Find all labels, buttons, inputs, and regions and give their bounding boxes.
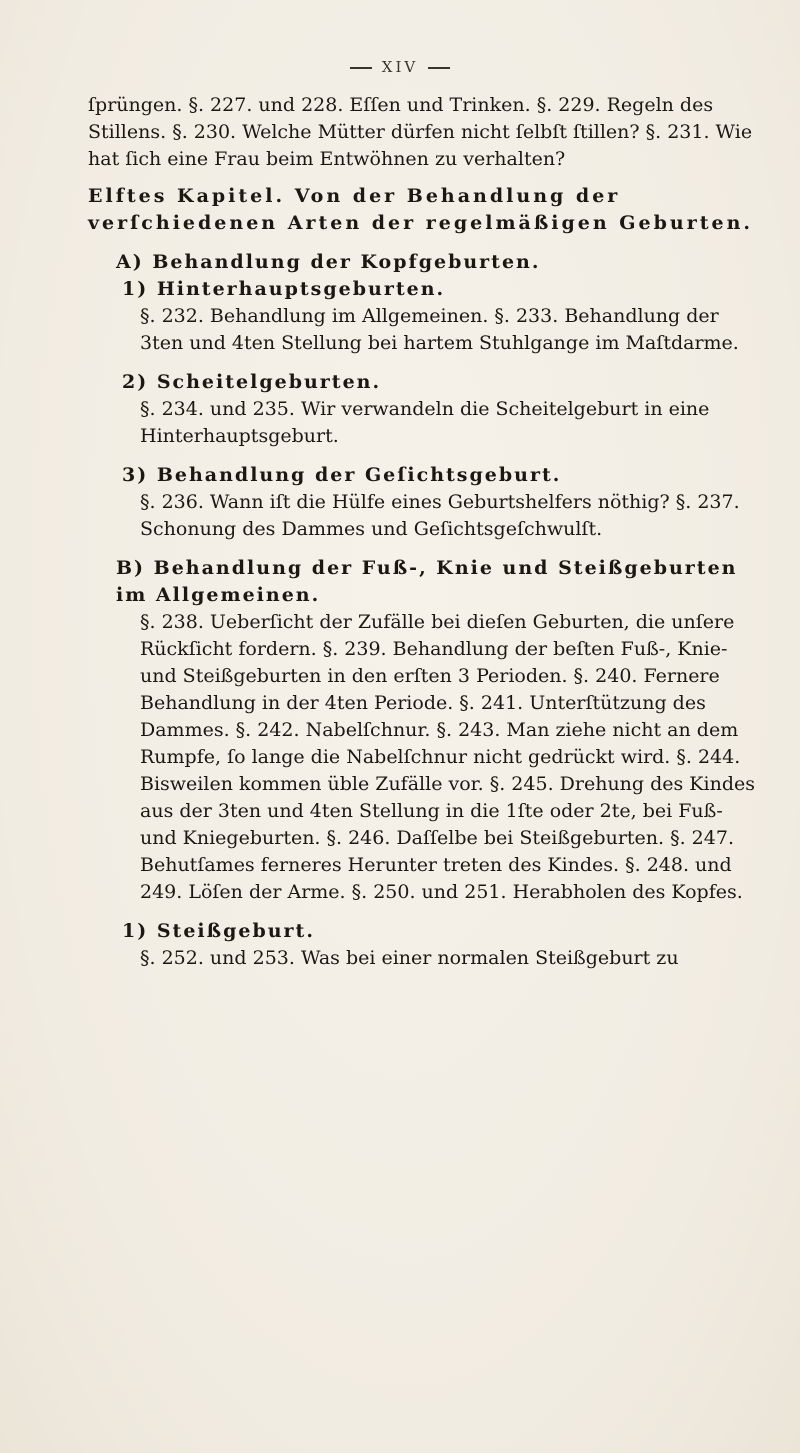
page-number — [0, 58, 800, 76]
ornament-dash-left — [350, 67, 372, 69]
paragraph-steiss: §. 252. und 253. Was bei einer normalen Steißgeburt zu — [140, 947, 679, 969]
paragraph-stillen: ſprüngen. §. 227. und 228. Eſſen und Trinken. §. 229. Regeln des Stillens. §. 230. Welche Mütter dürfen nicht ſelbſt ſtillen? §. 231. Wie hat ſich eine Frau beim Entwöhnen zu verhalten? — [88, 94, 753, 170]
chapter-heading: Elftes Kapitel. Von der Behandlung der verſchiedenen Arten der regelmäßigen Geburten. — [88, 185, 754, 234]
subsection-heading-steiss: 1) Steißgeburt. — [122, 920, 315, 942]
paragraph-scheitel: §. 234. und 235. Wir verwandeln die Scheitelgeburt in eine Hinterhauptsgeburt. — [140, 398, 710, 447]
paragraph-gesicht: §. 236. Wann iſt die Hülfe eines Geburtshelfers nöthig? §. 237. Schonung des Dammes und Geſichtsgeſchwulſt. — [140, 491, 740, 540]
page-number-text: XIV — [381, 58, 419, 76]
section-heading-b: B) Behandlung der Fuß-, Knie und Steißgeburten im Allgemeinen. — [116, 557, 738, 606]
paragraph-hinterhaupt: §. 232. Behandlung im Allgemeinen. §. 233. Behandlung der 3ten und 4ten Stellung bei hartem Stuhlgange im Maſtdarme. — [140, 305, 739, 354]
ornament-dash-right — [428, 67, 450, 69]
table-of-contents-text — [88, 92, 756, 972]
subsection-heading-1: 1) Hinterhauptsgeburten. — [122, 278, 446, 300]
subsection-heading-2: 2) Scheitelgeburten. — [122, 371, 382, 393]
subsection-heading-3: 3) Behandlung der Geſichtsgeburt. — [122, 464, 562, 486]
section-heading-a: A) Behandlung der Kopfgeburten. — [116, 251, 541, 273]
paragraph-fussgeburten: §. 238. Ueberſicht der Zufälle bei dieſen Geburten, die unſere Rückſicht fordern. §. 239. Behandlung der beſten Fuß-, Knie- und Steißgeburten in den erſten 3 Perioden. §. 240. Fernere Behandlung in der 4ten Periode. §. 241. Unterſtützung des Dammes. §. 242. Nabelſchnur. §. 243. Man ziehe nicht an dem Rumpfe, ſo lange die Nabelſchnur nicht gedrückt wird. §. 244. Bisweilen kommen üble Zufälle vor. §. 245. Drehung des Kindes aus der 3ten und 4ten Stellung in die 1ſte oder 2te, bei Fuß- und Kniegeburten. §. 246. Daſſelbe bei Steißgeburten. §. 247. Behutſames ferneres Herunter treten des Kindes. §. 248. und 249. Löſen der Arme. §. 250. und 251. Herabholen des Kopfes. — [140, 611, 755, 903]
